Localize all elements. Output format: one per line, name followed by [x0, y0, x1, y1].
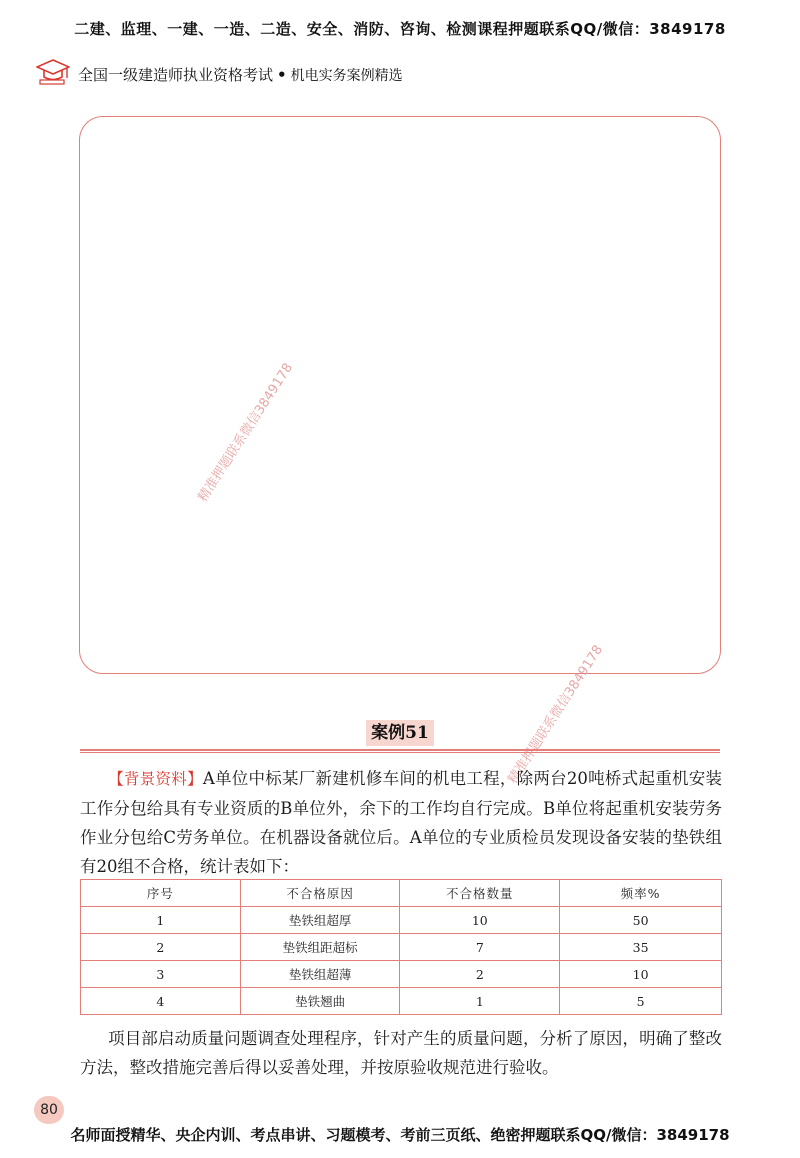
- watermark-text: 精准押题联系微信3849178: [505, 642, 607, 787]
- cell-frequency: 50: [560, 907, 722, 934]
- cell-quantity: 2: [400, 961, 560, 988]
- cell-reason: 垫铁组距超标: [240, 934, 400, 961]
- cell-seq: 4: [81, 988, 241, 1015]
- cell-seq: 1: [81, 907, 241, 934]
- background-paragraph: [80, 764, 722, 881]
- watermark-text: 精准押题联系微信3849178: [195, 360, 297, 505]
- cell-reason: 垫铁组超厚: [240, 907, 400, 934]
- process-text: 项目部启动质量问题调查处理程序，针对产生的质量问题，分析了原因，明确了整改方法，整改措施完善后得以妥善处理，并按原验收规范进行验收。: [80, 1029, 722, 1077]
- page-number: 80: [34, 1096, 64, 1124]
- cell-frequency: 5: [560, 988, 722, 1015]
- table-row: [81, 907, 722, 934]
- page-header: [36, 58, 756, 92]
- cell-quantity: 7: [400, 934, 560, 961]
- cell-frequency: 10: [560, 961, 722, 988]
- bottom-banner: 名师面授精华、央企内训、考点串讲、习题模考、考前三页纸、绝密押题联系QQ/微信：3849178: [70, 1126, 730, 1144]
- cell-seq: 2: [81, 934, 241, 961]
- background-label: 【背景资料】: [108, 770, 203, 788]
- table-header-row: [81, 880, 722, 907]
- cell-quantity: 10: [400, 907, 560, 934]
- process-paragraph: [80, 1024, 722, 1082]
- heading-rule-thin: [80, 752, 720, 753]
- header-frequency: 频率%: [560, 880, 722, 907]
- title-separator: •: [277, 66, 287, 84]
- header-reason: 不合格原因: [240, 880, 400, 907]
- case-title: 案例51: [366, 720, 434, 746]
- cell-frequency: 35: [560, 934, 722, 961]
- table-row: [81, 988, 722, 1015]
- table-row: [81, 934, 722, 961]
- table-row: [81, 961, 722, 988]
- blank-answer-box: [79, 116, 721, 674]
- background-text: A单位中标某厂新建机修车间的机电工程，除两台20吨桥式起重机安装工作分包给具有专业资质的B单位外，余下的工作均自行完成。B单位将起重机安装劳务作业分包给C劳务单位。在机器设备就位后。A单位的专业质检员发现设备安装的垫铁组有20组不合格，统计表如下：: [80, 769, 722, 876]
- cell-reason: 垫铁组超薄: [240, 961, 400, 988]
- cell-quantity: 1: [400, 988, 560, 1015]
- header-seq: 序号: [81, 880, 241, 907]
- cell-reason: 垫铁翘曲: [240, 988, 400, 1015]
- exam-title: 全国一级建造师执业资格考试: [78, 66, 274, 84]
- case-heading: [80, 720, 720, 754]
- top-banner: 二建、监理、一建、一造、二造、安全、消防、咨询、检测课程押题联系QQ/微信：3849178: [74, 20, 726, 38]
- heading-rule: [80, 749, 720, 751]
- header-quantity: 不合格数量: [400, 880, 560, 907]
- graduation-cap-icon: [36, 58, 70, 86]
- cell-seq: 3: [81, 961, 241, 988]
- defect-statistics-table: [80, 879, 722, 1015]
- book-subtitle: 机电实务案例精选: [290, 68, 403, 84]
- header-title: [78, 64, 403, 85]
